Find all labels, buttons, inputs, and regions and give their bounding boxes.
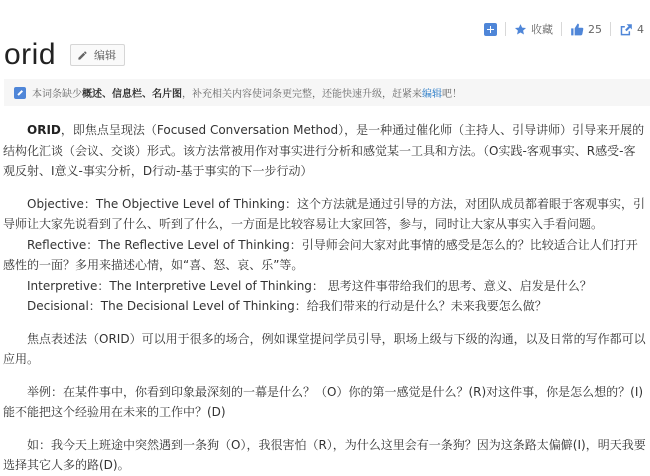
example-paragraph: 举例：在某件事中，你看到印象最深刻的一幕是什么？（O）你的第一感觉是什么？(R)对这件事，你是怎么想的？(I)能不能把这个经验用在未来的工作中？(D): [3, 384, 644, 419]
notice-suffix: 吧！: [442, 89, 462, 100]
divider: [505, 22, 506, 36]
share-icon: [619, 23, 633, 36]
collect-button[interactable]: [514, 21, 553, 37]
edit-button[interactable]: [70, 44, 125, 66]
share-count: 4: [637, 22, 644, 36]
like-count: 25: [588, 22, 602, 36]
objective-paragraph: Objective：The Objective Level of Thinking：这个方法就是通过引导的方法，对团队成员都着眼于客观事实，引导师让大家先说看到了什么、听到了什么，一方面是比较容易让大家回答，参与，同时让大家从事实入手看问题。: [3, 196, 646, 231]
page-title: orid: [4, 38, 57, 71]
collect-label: 收藏: [531, 23, 553, 36]
pencil-icon: [77, 50, 88, 61]
reflective-paragraph: Reflective：The Reflective Level of Thinking：引导师会问大家对此事情的感受是怎么的？比较适合让人们打开感性的一面？多用来描述心情，如“喜、怒、哀、乐”等。: [3, 237, 638, 272]
title-row: [4, 38, 125, 72]
add-to-list-button[interactable]: [484, 23, 497, 36]
intro-paragraph: [3, 120, 647, 182]
share-button[interactable]: [619, 23, 644, 36]
article-body: [3, 120, 647, 476]
edit-notice-icon: [14, 87, 26, 99]
usage-paragraph: 焦点表述法（ORID）可以用于很多的场合，例如课堂提问学员引导，职场上级与下级的沟通，以及日常的写作都可以应用。: [3, 331, 646, 366]
interpretive-paragraph: Interpretive：The Interpretive Level of Thinking： 思考这件事带给我们的思考、意义、启发是什么？: [27, 278, 592, 293]
notice-edit-link[interactable]: 编辑: [422, 89, 442, 100]
notice-middle: ，补充相关内容使词条更完整，还能快速升级，赶紧来: [182, 89, 422, 100]
case-paragraph: 如：我今天上班途中突然遇到一条狗（O），我很害怕（R），为什么这里会有一条狗？因为这条路太偏僻(I)，明天我要选择其它人多的路(D)。: [3, 437, 646, 472]
plus-icon: [484, 23, 497, 36]
action-bar: [484, 18, 644, 40]
thumbs-up-icon: [570, 23, 584, 36]
notice-prefix: 本词条缺少: [32, 89, 82, 100]
intro-text: ，即焦点呈现法（Focused Conversation Method），是一种通过催化师（主持人、引导讲师）引导来开展的结构化汇谈（会议、交谈）形式。该方法常被用作对事实进行分析和感觉某一工具和方法。（O实践-客观事实、R感受-客观反射、I意义-事实分析，D行动-基于事实的下一步行动）: [3, 123, 645, 178]
intro-term: ORID: [27, 123, 61, 137]
decisional-paragraph: Decisional：The Decisional Level of Thinking：给我们带来的行动是什么？未来我要怎么做？: [27, 299, 547, 313]
incomplete-notice: [4, 79, 650, 106]
notice-missing: 概述、信息栏、名片图: [82, 89, 182, 100]
divider: [610, 22, 611, 36]
like-button[interactable]: [570, 23, 602, 36]
divider: [561, 22, 562, 36]
edit-label: 编辑: [94, 49, 117, 62]
star-icon: [514, 23, 527, 36]
